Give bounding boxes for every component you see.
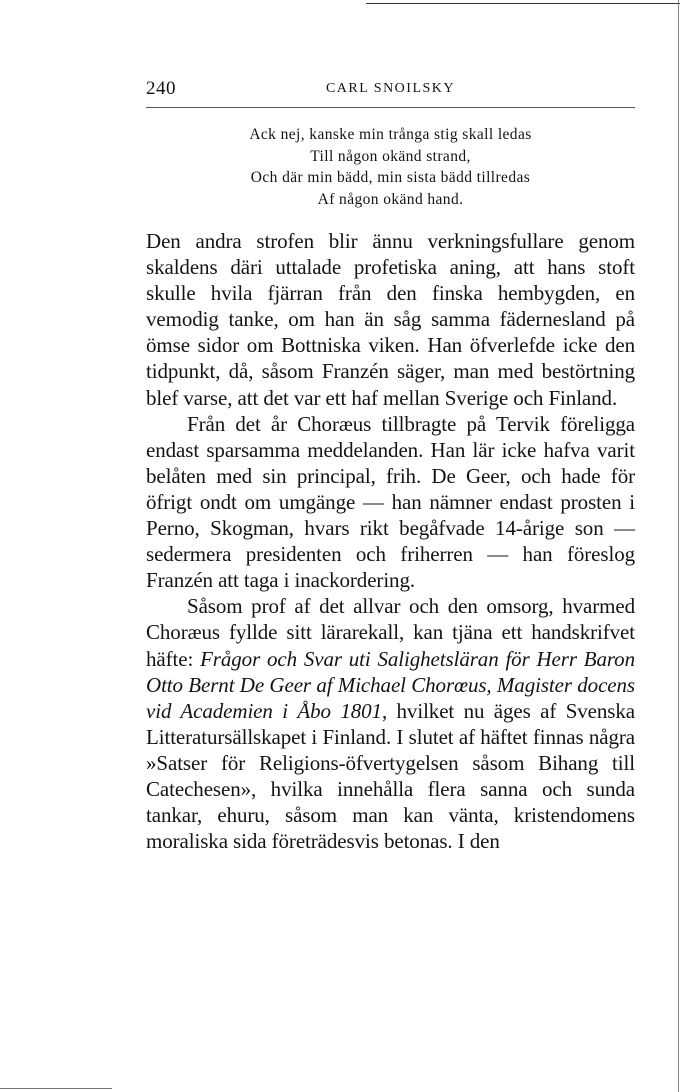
- poem-stanza: [146, 124, 635, 210]
- poem-line: Af någon okänd hand.: [317, 190, 464, 208]
- poem-line: Ack nej, kanske min trånga stig skall ledas: [249, 126, 532, 143]
- paragraph-2: Från det år Choræus tillbragte på Tervik föreligga endast sparsamma meddelanden. Han lär icke hafva varit belåten med sin principal, frih. De Geer, och hade för öfrigt ondt om umgänge — han nämner endast prosten i Perno, Skogman, hvars rikt begåfvade 14-årige son — sedermera presidenten och friherren — han föreslog Franzén att taga i inackordering.: [146, 411, 635, 593]
- poem-line: Och där min bädd, min sista bädd tillredas: [250, 169, 531, 186]
- scan-right-edge: [678, 0, 679, 1092]
- running-title: CARL SNOILSKY: [325, 81, 456, 96]
- manuscript-title: Frågor och Svar uti Salighetsläran för Herr Baron Otto Bernt De Geer af Michael Chorœus, Magister docens vid Academien i Åbo 1801: [146, 646, 635, 723]
- scan-top-edge: [366, 3, 680, 4]
- page-header: [146, 78, 635, 104]
- page-number: 240: [146, 78, 176, 99]
- scan-bottom-edge: [0, 1088, 112, 1089]
- header-rule: [146, 107, 635, 108]
- poem-line: Till någon okänd strand,: [310, 147, 471, 165]
- paragraph-3-intro: Såsom prof af det allvar och den omsorg, hvarmed Choræus fyllde sitt lärarekall, kan tjäna ett handskrifvet häfte:: [146, 594, 635, 671]
- body-text: [146, 228, 635, 854]
- paragraph-1: Den andra strofen blir ännu verkningsfullare genom skaldens däri uttalade profetiska aning, att hans stoft skulle hvila fjärran från den finska hembygden, en vemodig tanke, om han än såg samma fädernesland på ömse sidor om Bottniska viken. Han öfverlefde icke den tidpunkt, då, såsom Franzén säger, man med bestörtning blef varse, att det var ett haf mellan Sverige och Finland.: [146, 229, 635, 410]
- paragraph-3-rest: , hvilket nu äges af Svenska Litteratursällskapet i Finland. I slutet af häftet finnas några »Satser för Religions-öfvertygelsen såsom Bihang till Catechesen», hvilka innehålla flera sanna och sunda tankar, ehuru, såsom man kan vänta, kristendomens moraliska sida företrädesvis betonas. I den: [146, 698, 635, 854]
- paragraph-3: [146, 593, 635, 854]
